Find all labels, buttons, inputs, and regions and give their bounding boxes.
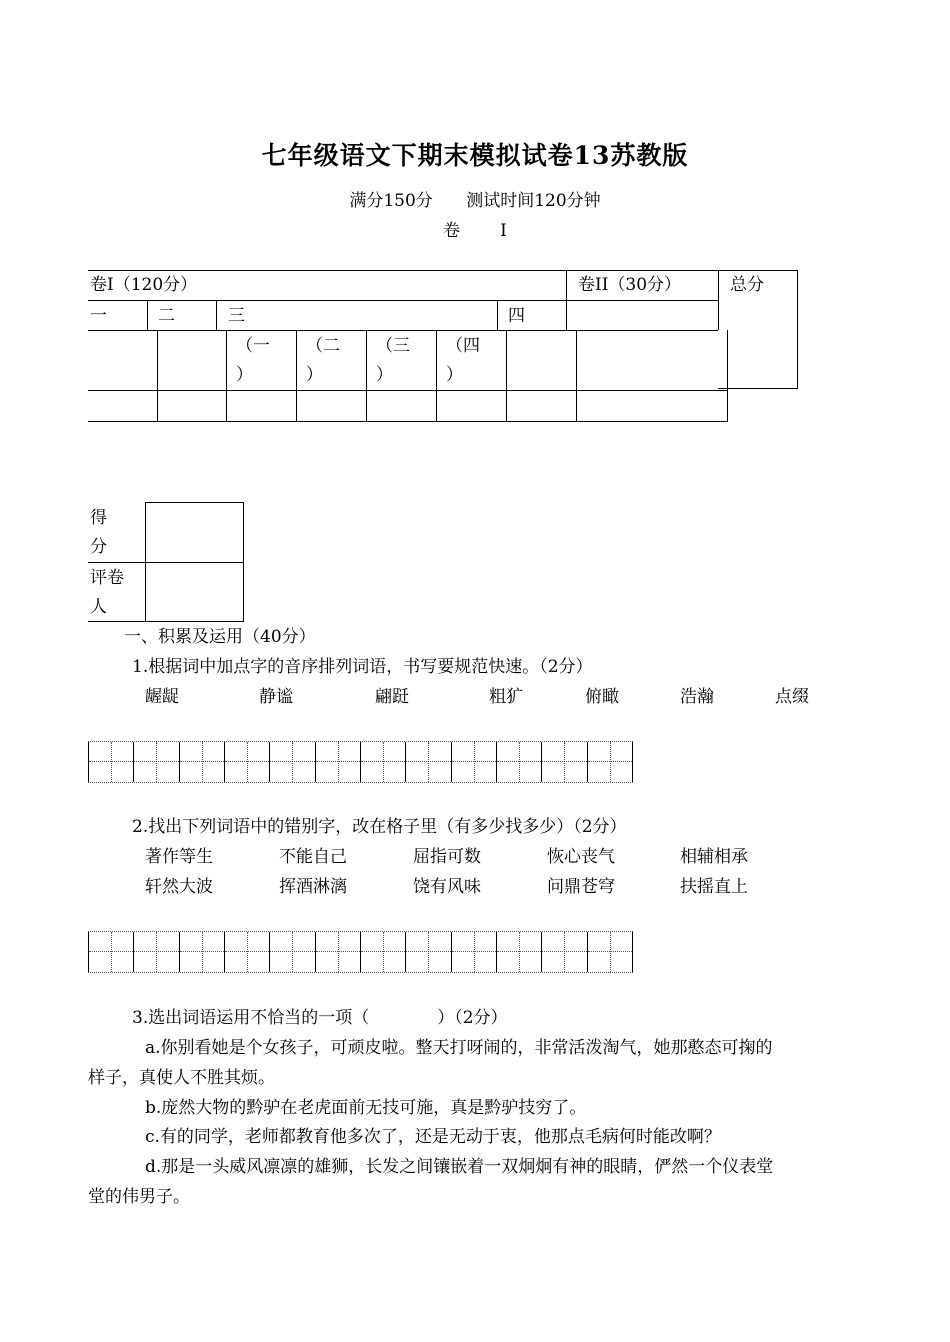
q3-option-c: c.有的同学，老师都教育他多次了，还是无动于衷，他那点毛病何时能改啊？: [145, 1127, 721, 1147]
sub1-open: （一: [236, 336, 270, 356]
full-score: 满分150分: [349, 191, 433, 211]
q1-answer-grid[interactable]: [88, 741, 633, 783]
question-3: 3.选出词语运用不恰当的一项（ ）（2分）: [132, 1008, 508, 1028]
sub2-open: （二: [306, 336, 340, 356]
sub4-open: （四: [446, 336, 480, 356]
q3-option-b: b.庞然大物的黔驴在老虎面前无技可施，真是黔驴技穷了。: [145, 1098, 587, 1118]
col-er: 二: [158, 306, 175, 326]
q2-word: 不能自己: [279, 847, 347, 867]
juan2-header: 卷II（30分）: [578, 275, 682, 295]
grader-ping: 评卷: [90, 568, 124, 588]
col-yi: 一: [90, 306, 107, 326]
q2-word: 著作等生: [145, 847, 213, 867]
q2-word: 饶有风味: [413, 877, 481, 897]
q1-word: 粗犷: [489, 687, 523, 707]
q2-word: 恢心丧气: [547, 847, 615, 867]
col-san: 三: [228, 306, 245, 326]
juan-num: I: [500, 221, 507, 241]
q3-option-a: a.你别看她是个女孩子，可顽皮啦。整天打呀闹的，非常活泼淘气，她那憨态可掬的: [145, 1038, 773, 1058]
q2-answer-grid[interactable]: [88, 931, 633, 973]
q1-word: 龌龊: [145, 687, 179, 707]
q2-word: 轩然大波: [145, 877, 213, 897]
q1-word: 浩瀚: [680, 687, 714, 707]
q1-word: 翩跹: [375, 687, 409, 707]
col-si: 四: [508, 306, 525, 326]
juan1-header: 卷I（120分）: [90, 275, 198, 295]
q1-word: 俯瞰: [585, 687, 619, 707]
sub2-close: ）: [306, 365, 323, 385]
q3-option-d-cont: 堂的伟男子。: [88, 1187, 190, 1207]
juan-label: [0, 216, 950, 241]
section-1-heading: 一、积累及运用（40分）: [124, 627, 316, 647]
q1-word: 静谧: [259, 687, 293, 707]
grader-ren: 人: [90, 597, 107, 617]
total-header: 总分: [730, 275, 764, 295]
grader-de: 得: [90, 508, 107, 528]
test-time: 测试时间120分钟: [466, 191, 601, 211]
q2-word: 屈指可数: [413, 847, 481, 867]
q2-word: 挥酒淋漓: [279, 877, 347, 897]
grader-fen: 分: [90, 537, 107, 557]
q2-word: 扶摇直上: [680, 877, 748, 897]
q3-option-a-cont: 样子，真使人不胜其烦。: [88, 1068, 275, 1088]
q3-option-d: d.那是一头威风凛凛的雄狮，长发之间镶嵌着一双炯炯有神的眼睛，俨然一个仪表堂: [145, 1157, 774, 1177]
question-1: 1.根据词中加点字的音序排列词语，书写要规范快速。（2分）: [132, 657, 593, 677]
sub3-close: ）: [376, 365, 393, 385]
q2-word: 问鼎苍穹: [547, 877, 615, 897]
page-title: 七年级语文下期末模拟试卷13苏教版: [261, 141, 689, 170]
q1-word: 点缀: [775, 687, 809, 707]
sub3-open: （三: [376, 336, 410, 356]
subtitle: [0, 186, 950, 211]
question-2: 2.找出下列词语中的错别字，改在格子里（有多少找多少）（2分）: [132, 817, 627, 837]
juan-text: 卷: [443, 221, 461, 241]
sub4-close: ）: [446, 365, 463, 385]
sub1-close: ）: [236, 365, 253, 385]
q2-word: 相辅相承: [680, 847, 748, 867]
